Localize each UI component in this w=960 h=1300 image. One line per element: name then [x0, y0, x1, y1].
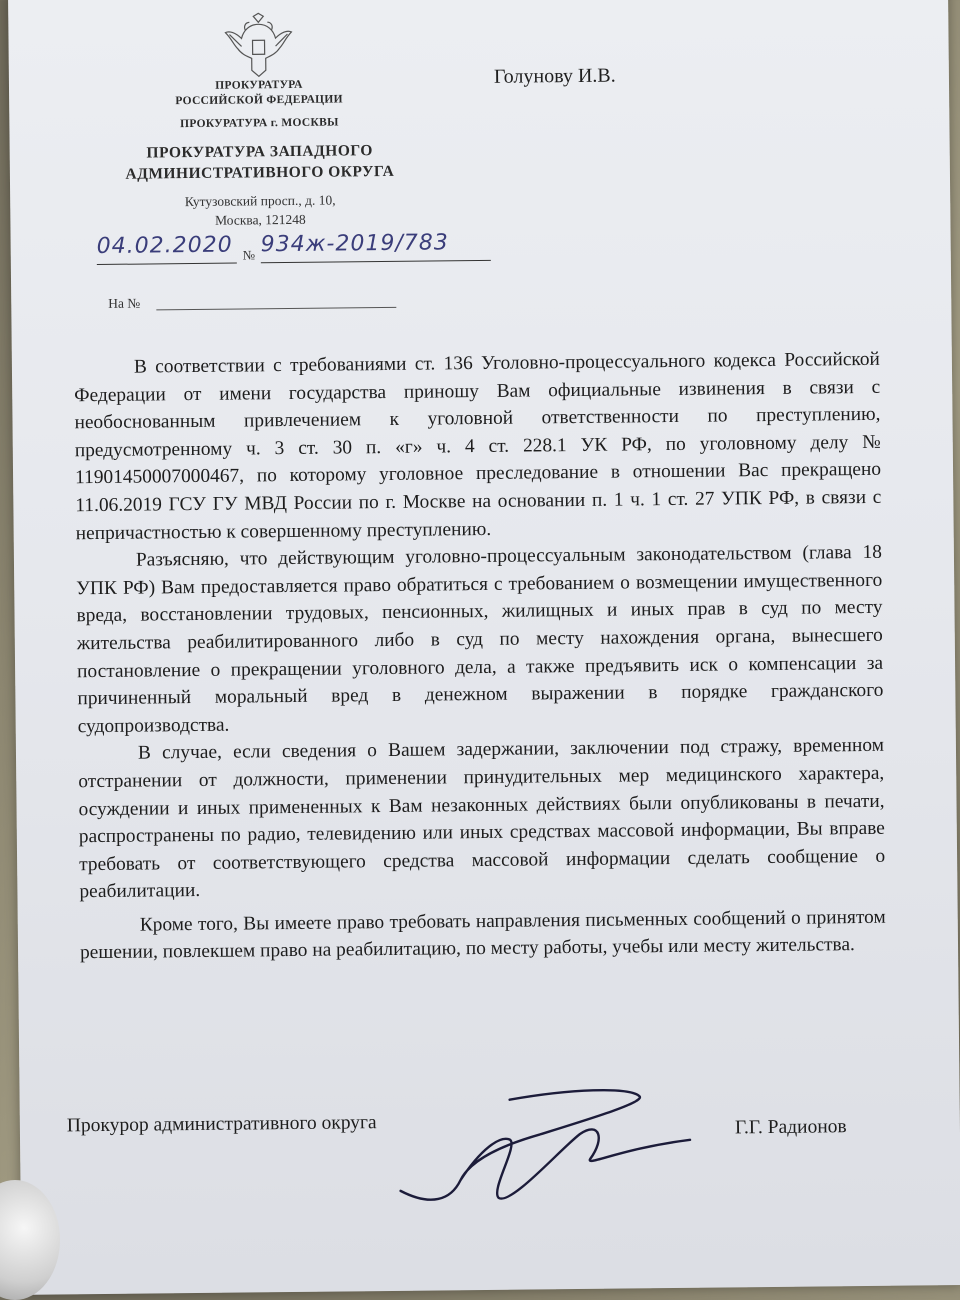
sender-header [89, 77, 431, 232]
double-headed-eagle-emblem [223, 12, 294, 79]
addressee: Голунову И.В. [493, 64, 616, 88]
sender-line-5: АДМИНИСТРАТИВНОГО ОКРУГА [125, 162, 395, 183]
signatory-position: Прокурор административного округа [66, 1112, 377, 1137]
document-date-value: 04.02.2020 [96, 232, 233, 260]
paragraph-rights: Разъясняю, что действующим уголовно-процессуальным законодательством (глава 18 УПК РФ) Вам предоставляется право обратиться с требованием о возмещении имущественного вреда, восстановлении трудовых, пенсионных, жилищных и иных прав в суд по месту жительства реабилитированного либо в суд по месту нахождения органа, вынесшего постановление о прекращении уголовного дела, а также предъявить иск о компенсации за причиненный моральный вред в денежном выражении в порядке гражданского судопроизводства. [76, 541, 884, 737]
number-label: № [242, 247, 256, 263]
letter-sheet [8, 0, 960, 1295]
reference-label: На № [108, 295, 141, 311]
sender-line-1: ПРОКУРАТУРА [215, 78, 303, 92]
paragraph-apology: В соответствии с требованиями ст. 136 Уголовно-процессуального кодекса Российской Федерации от имени государства приношу Вам официальные извинения в связи с необоснованным привлечением к уголовной ответственности по преступлению, предусмотренному ч. 3 ст. 30 п. «г» ч. 4 ст. 228.1 УК РФ, по уголовному делу № 11901450007000467, по которому уголовное преследование в отношении Вас прекращено 11.06.2019 ГСУ ГУ МВД России по г. Москве на основании п. 1 ч. 1 ст. 27 УПК РФ, в связи с непричастностью к совершенному преступлению. [74, 348, 882, 544]
document-date [97, 233, 237, 265]
document-number [261, 230, 491, 263]
sender-address-2: Москва, 121248 [214, 211, 306, 228]
sender-line-2: РОССИЙСКОЙ ФЕДЕРАЦИИ [175, 93, 343, 108]
document-number-value: 934ж-2019/783 [260, 230, 449, 258]
sender-line-3: ПРОКУРАТУРА г. МОСКВЫ [180, 116, 339, 131]
handwritten-signature [389, 1078, 710, 1211]
letter-body [74, 346, 886, 967]
signatory-name: Г.Г. Радионов [734, 1116, 847, 1139]
sender-line-4: ПРОКУРАТУРА ЗАПАДНОГО [146, 142, 373, 162]
reference-line [156, 307, 396, 311]
paragraph-media: В случае, если сведения о Вашем задержании, заключении под стражу, временном отстранении от должности, применении принудительных мер медицинского характера, осуждении и иных примененных к Вам незаконных действиях были опубликованы в печати, распространены по радио, телевидению или иных средствах массовой информации, Вы вправе требовать от соответствующего средства массовой информации сделать сообщение о реабилитации. [78, 735, 886, 903]
paragraph-notification: Кроме того, Вы имеете право требовать направления письменных сообщений о принятом решении, повлекшем право на реабилитацию, по месту работы, учебы или месту жительства. [79, 906, 886, 964]
sender-address-1: Кутузовский просп., д. 10, [184, 192, 336, 210]
